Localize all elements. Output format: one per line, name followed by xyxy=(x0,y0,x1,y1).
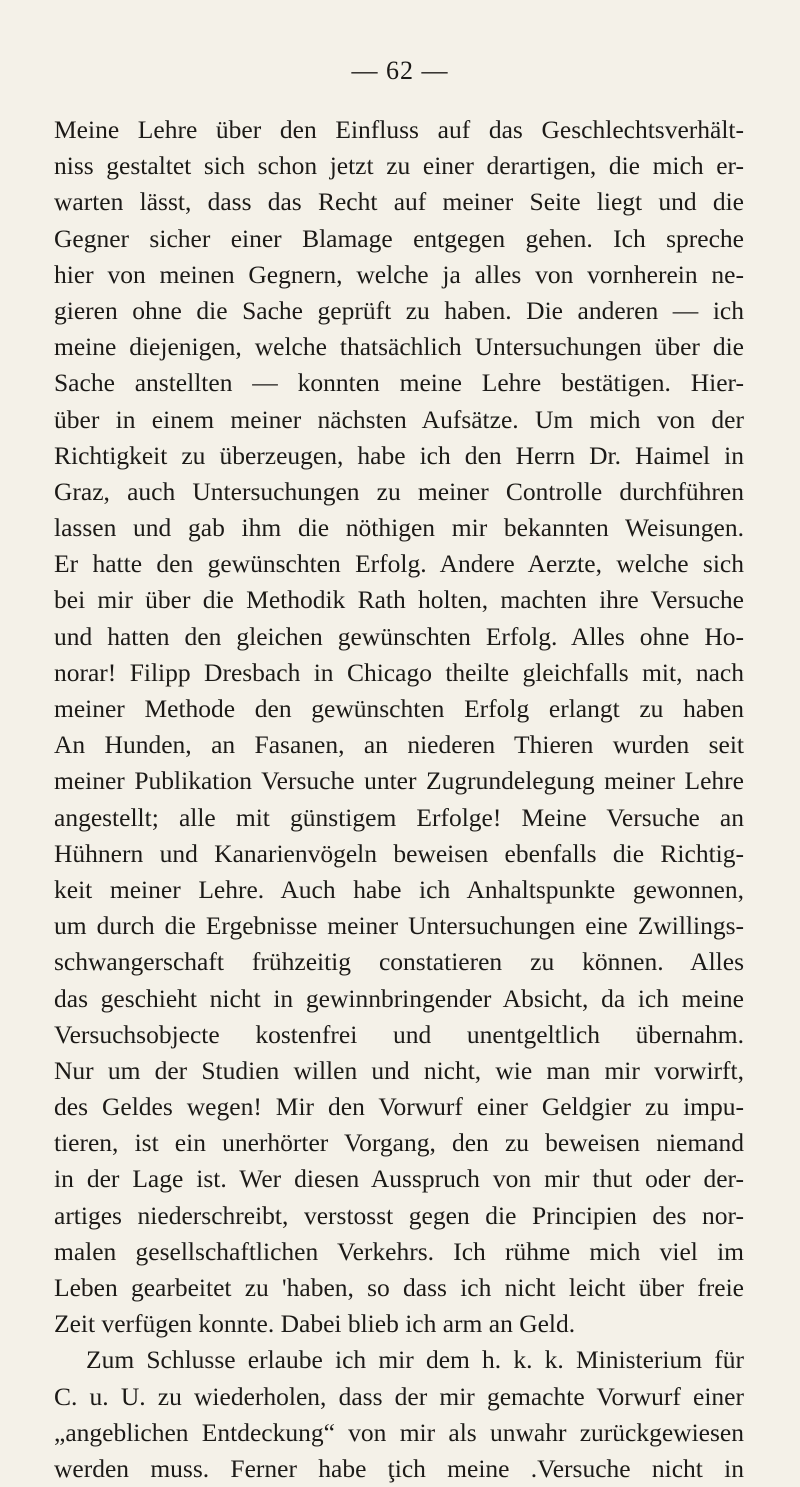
text-line: warten lässt, dass das Recht auf meiner Seite liegt und die xyxy=(54,187,744,217)
text-line: niss gestaltet sich schon jetzt zu einer derartigen, die mich er- xyxy=(54,151,744,181)
text-line: um durch die Ergebnisse meiner Untersuchungen eine Zwillings- xyxy=(54,911,744,941)
text-line: Nur um der Studien willen und nicht, wie man mir vorwirft, xyxy=(54,1055,744,1085)
text-line: malen gesellschaftlichen Verkehrs. Ich rühme mich viel im xyxy=(54,1236,744,1266)
text-line: meiner Methode den gewünschten Erfolg erlangt zu haben xyxy=(54,694,744,723)
text-line: über in einem meiner nächsten Aufsätze. Um mich von der xyxy=(54,404,744,434)
text-line: angestellt; alle mit günstigem Erfolge! Meine Versuche an xyxy=(54,802,744,832)
text-line: An Hunden, an Fasanen, an niederen Thieren wurden seit xyxy=(54,730,744,760)
text-line: Richtigkeit zu überzeugen, habe ich den Herrn Dr. Haimel in xyxy=(54,440,744,470)
text-line: Hühnern und Kanarienvögeln beweisen ebenfalls die Richtig- xyxy=(54,838,744,868)
text-line: hier von meinen Gegnern, welche ja alles von vornherein ne- xyxy=(54,259,744,289)
text-line: Er hatte den gewünschten Erfolg. Andere Aerzte, welche sich xyxy=(54,549,744,579)
text-line: Graz, auch Untersuchungen zu meiner Controlle durchführen xyxy=(54,476,744,506)
text-line: artiges niederschreibt, verstosst gegen die Principien des nor- xyxy=(54,1200,744,1230)
text-line: Leben gearbeitet zu 'haben, so dass ich nicht leicht über freie xyxy=(54,1273,744,1302)
text-line: das geschieht nicht in gewinnbringender Absicht, da ich meine xyxy=(54,983,744,1013)
text-line: Gegner sicher einer Blamage entgegen gehen. Ich spreche xyxy=(54,223,744,253)
text-line: gieren ohne die Sache geprüft zu haben. Die anderen — ich xyxy=(54,295,744,325)
text-line: C. u. U. zu wiederholen, dass der mir gemachte Vorwurf einer xyxy=(54,1381,744,1411)
text-line: schwangerschaft frühzeitig constatieren zu können. Alles xyxy=(54,947,744,977)
text-line: „angeblichen Entdeckung“ von mir als unwahr zurückgewiesen xyxy=(54,1417,744,1447)
text-line: tieren, ist ein unerhörter Vorgang, den zu beweisen niemand xyxy=(54,1128,744,1158)
text-line: lassen und gab ihm die nöthigen mir bekannten Weisungen. xyxy=(54,513,744,543)
text-line: meiner Publikation Versuche unter Zugrundelegung meiner Lehre xyxy=(54,766,744,796)
text-line: norar! Filipp Dresbach in Chicago theilte gleichfalls mit, nach xyxy=(54,657,744,687)
body-text xyxy=(54,112,744,1487)
text-line: Versuchsobjecte kostenfrei und unentgeltlich übernahm. xyxy=(54,1019,744,1049)
text-line: Zeit verfügen konnte. Dabei blieb ich arm an Geld. xyxy=(54,1309,576,1339)
text-line: meine diejenigen, welche thatsächlich Untersuchungen über die xyxy=(54,332,744,362)
text-line: des Geldes wegen! Mir den Vorwurf einer Geldgier zu impu- xyxy=(54,1092,744,1122)
text-line: keit meiner Lehre. Auch habe ich Anhaltspunkte gewonnen, xyxy=(54,874,744,904)
page-number: — 62 — xyxy=(351,56,449,85)
text-line: bei mir über die Methodik Rath holten, machten ihre Versuche xyxy=(54,585,744,615)
text-line: Meine Lehre über den Einfluss auf das Geschlechtsverhält- xyxy=(54,115,744,144)
text-line: in der Lage ist. Wer diesen Ausspruch von mir thut oder der- xyxy=(54,1164,744,1194)
text-line: werden muss. Ferner habe ţich meine .Versuche nicht in xyxy=(54,1453,744,1483)
text-line: Sache anstellten — konnten meine Lehre bestätigen. Hier- xyxy=(54,368,744,398)
text-line: Zum Schlusse erlaube ich mir dem h. k. k. Ministerium für xyxy=(86,1345,744,1375)
text-line: und hatten den gleichen gewünschten Erfolg. Alles ohne Ho- xyxy=(54,621,744,651)
